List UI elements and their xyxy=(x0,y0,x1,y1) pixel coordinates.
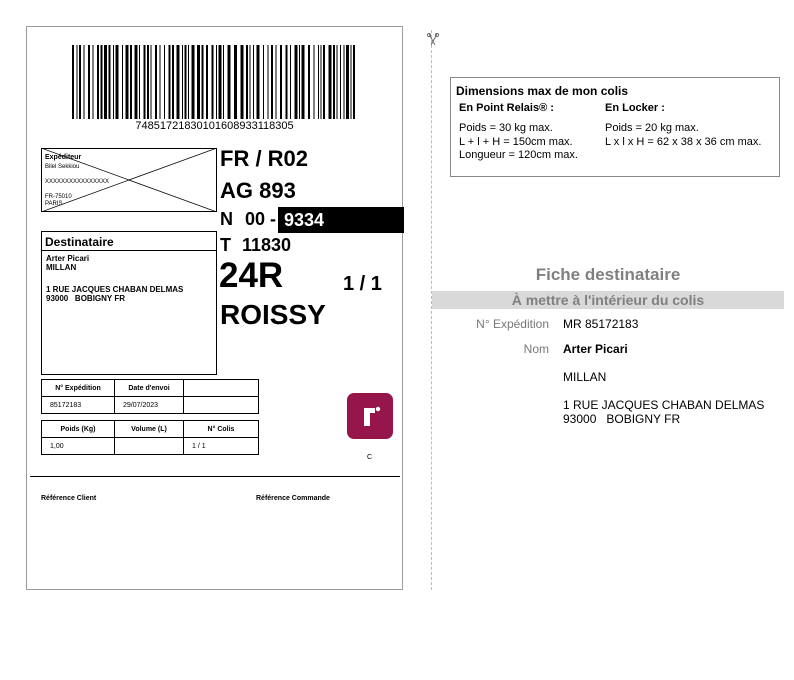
barcode-bar xyxy=(164,45,165,119)
locker-weight: Poids = 20 kg max. xyxy=(605,122,699,134)
barcode-bar xyxy=(250,45,251,119)
routing-code: 24R xyxy=(219,256,284,295)
table1-value-expedition: 85172183 xyxy=(42,397,115,414)
barcode-bar xyxy=(197,45,200,119)
locker-title: En Locker : xyxy=(605,102,665,114)
recipient-name: Arter Picari xyxy=(46,254,90,263)
barcode-bar xyxy=(353,45,355,119)
sender-postal: FR-75010 xyxy=(45,194,72,200)
fiche-address: 1 RUE JACQUES CHABAN DELMAS xyxy=(563,398,765,412)
sender-name: Bilel Sekkiou xyxy=(45,164,80,170)
logo-letter: C xyxy=(367,454,373,461)
barcode-bar xyxy=(268,45,269,119)
barcode-bar xyxy=(286,45,288,119)
recipient-city: 93000 BOBIGNY FR xyxy=(46,294,125,303)
barcode-bar xyxy=(308,45,310,119)
barcode-bar xyxy=(185,45,187,119)
table2-header-volume: Volume (L) xyxy=(115,421,184,438)
barcode-bar xyxy=(219,45,222,119)
barcode-bar xyxy=(116,45,119,119)
routing-line1: FR / R02 xyxy=(220,146,309,171)
barcode-bar xyxy=(97,45,99,119)
barcode-bar xyxy=(147,45,149,119)
barcode-bar xyxy=(302,45,305,119)
table2-header-weight: Poids (Kg) xyxy=(42,421,115,438)
barcode-bar xyxy=(295,45,298,119)
fiche-exp-label: N° Expédition xyxy=(476,317,549,331)
barcode-bar xyxy=(151,45,152,119)
barcode-bar xyxy=(192,45,195,119)
routing-t-prefix: T xyxy=(220,235,231,255)
barcode-bar xyxy=(299,45,300,119)
routing-city: ROISSY xyxy=(220,299,326,330)
relais-sum: L + l + H = 150cm max. xyxy=(459,136,573,148)
barcode-bar xyxy=(79,45,81,119)
barcode-bar xyxy=(344,45,345,119)
recipient-title: Destinataire xyxy=(45,235,114,249)
relais-weight: Poids = 30 kg max. xyxy=(459,122,553,134)
barcode-bar xyxy=(234,45,237,119)
barcode-bar xyxy=(202,45,204,119)
recipient-box xyxy=(41,231,217,375)
barcode-bar xyxy=(104,45,107,119)
barcode-bar xyxy=(88,45,90,119)
label-divider xyxy=(30,476,400,477)
barcode-bar xyxy=(109,45,111,119)
barcode-bar xyxy=(318,45,319,119)
barcode-bar xyxy=(321,45,322,119)
barcode-bar xyxy=(206,45,208,119)
table1-header-expedition: N° Expédition xyxy=(42,380,115,397)
routing-n-highlight: 9334 xyxy=(278,207,404,233)
barcode-bar xyxy=(212,45,214,119)
barcode-bar xyxy=(160,45,161,119)
shipping-label xyxy=(26,26,403,590)
barcode-bar xyxy=(77,45,78,119)
barcode-number: 74851721830101608933118305 xyxy=(135,120,294,132)
sender-line: XXXXXXXXXXXXXXXX xyxy=(45,179,110,185)
table1-value-date: 29/07/2023 xyxy=(115,397,184,414)
parcel-table xyxy=(41,420,259,455)
shipment-table xyxy=(41,379,259,414)
fiche-nom-value: Arter Picari xyxy=(563,342,628,356)
barcode-bar xyxy=(228,45,231,119)
barcode-bar xyxy=(135,45,138,119)
routing-n-prefix: N xyxy=(220,209,233,229)
scissors-icon xyxy=(426,32,440,46)
table2-header-parcel: N° Colis xyxy=(184,421,259,438)
barcode-bar xyxy=(172,45,174,119)
fiche-title: Fiche destinataire xyxy=(535,265,681,284)
table2-value-parcel: 1 / 1 xyxy=(184,438,259,455)
ref-client: Référence Client xyxy=(41,495,97,502)
ref-commande: Référence Commande xyxy=(256,495,330,502)
barcode-bar xyxy=(263,45,264,119)
table2-value-volume xyxy=(115,438,184,455)
barcode-bar xyxy=(276,45,277,119)
table1-header-date: Date d'envoi xyxy=(115,380,184,397)
fiche-exp-value: MR 85172183 xyxy=(563,317,639,331)
fiche-surname: MILLAN xyxy=(563,370,607,384)
barcode-bar xyxy=(169,45,171,119)
barcode-bar xyxy=(101,45,103,119)
barcode-bar xyxy=(333,45,335,119)
barcode-bar xyxy=(323,45,325,119)
fiche-city: 93000 BOBIGNY FR xyxy=(563,412,681,426)
routing-n-num: 00 - xyxy=(245,209,277,229)
barcode-bar xyxy=(253,45,254,119)
sender-box xyxy=(41,148,217,212)
barcode-bar xyxy=(223,45,224,119)
barcode-bar xyxy=(84,45,85,119)
barcode-bar xyxy=(139,45,140,119)
barcode-bar xyxy=(314,45,315,119)
barcode-bar xyxy=(290,45,291,119)
relais-length: Longueur = 120cm max. xyxy=(459,149,578,161)
barcode-bar xyxy=(130,45,132,119)
barcode xyxy=(72,45,357,119)
barcode-bar xyxy=(155,45,157,119)
barcode-bar xyxy=(216,45,217,119)
barcode-bar xyxy=(280,45,282,119)
cut-line xyxy=(431,30,432,590)
recipient-address: 1 RUE JACQUES CHABAN DELMAS xyxy=(46,285,184,294)
dimensions-title: Dimensions max de mon colis xyxy=(456,84,629,98)
barcode-bar xyxy=(182,45,183,119)
table1-header-empty xyxy=(184,380,259,397)
barcode-bar xyxy=(122,45,123,119)
relay-logo-icon xyxy=(347,393,393,439)
recipient-surname: MILLAN xyxy=(46,263,77,272)
routing-count: 1 / 1 xyxy=(343,273,382,295)
barcode-bar xyxy=(113,45,114,119)
barcode-bar xyxy=(188,45,189,119)
barcode-bar xyxy=(337,45,338,119)
barcode-bar xyxy=(346,45,349,119)
dimensions-box xyxy=(450,77,780,177)
table2-value-weight: 1,00 xyxy=(42,438,115,455)
barcode-bar xyxy=(241,45,244,119)
barcode-bar xyxy=(177,45,180,119)
fiche-subtitle: À mettre à l'intérieur du colis xyxy=(432,291,784,309)
routing-t-num: 11830 xyxy=(242,235,292,255)
barcode-bar xyxy=(351,45,352,119)
barcode-bar xyxy=(329,45,332,119)
relais-title: En Point Relais® : xyxy=(459,102,554,114)
sender-title: Expéditeur xyxy=(45,154,82,161)
routing-line2: AG 893 xyxy=(220,178,296,203)
barcode-bar xyxy=(246,45,248,119)
barcode-bar xyxy=(144,45,146,119)
sender-city: PARIS xyxy=(45,201,63,207)
table1-value-empty xyxy=(184,397,259,414)
locker-dims: L x l x H = 62 x 38 x 36 cm max. xyxy=(605,136,762,148)
fiche-nom-label: Nom xyxy=(523,342,549,356)
barcode-bar xyxy=(271,45,273,119)
barcode-bar xyxy=(126,45,129,119)
barcode-bar xyxy=(257,45,260,119)
barcode-bar xyxy=(340,45,341,119)
barcode-bar xyxy=(93,45,94,119)
barcode-bar xyxy=(72,45,74,119)
